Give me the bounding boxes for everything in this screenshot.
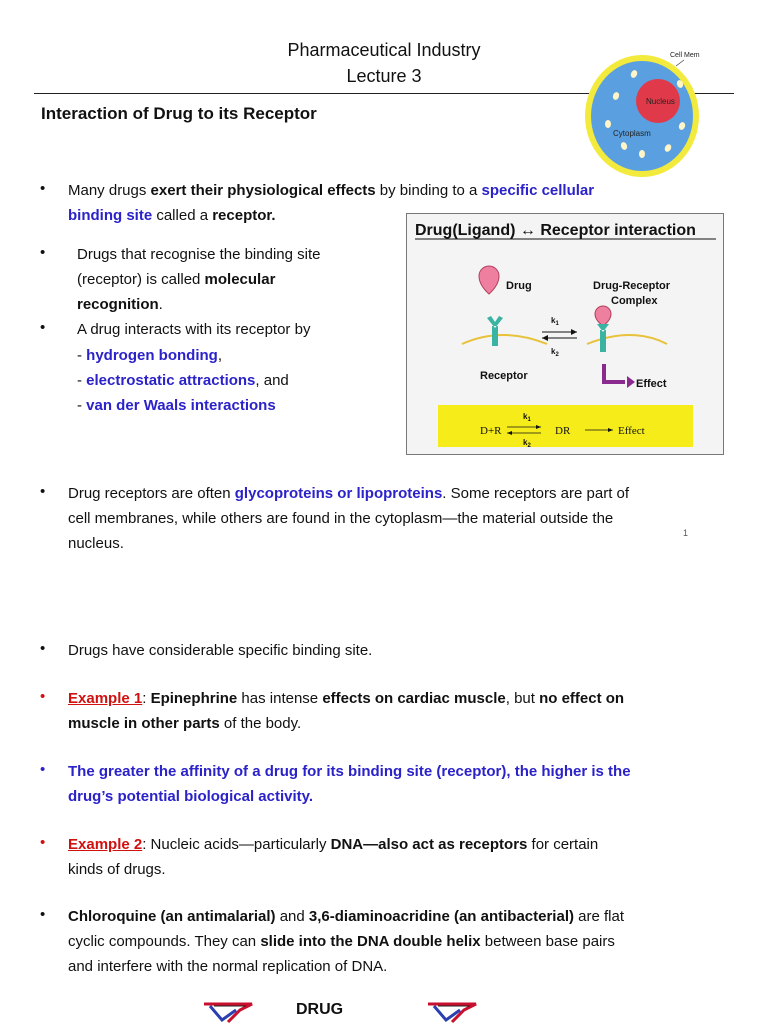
drug-shape-icon xyxy=(479,266,499,294)
k2-label: $k_2$ xyxy=(551,347,559,358)
text: - xyxy=(77,347,87,364)
page-subtitle: Lecture 3 xyxy=(346,66,422,86)
text: . Some receptors are part of xyxy=(442,485,630,502)
text-bold: molecular xyxy=(204,271,276,288)
cytoplasm-label: Cytoplasm xyxy=(613,129,651,138)
text-bold: recognition xyxy=(77,296,159,313)
nucleus-label: Nucleus xyxy=(646,97,675,106)
complex-label-2: Complex xyxy=(611,295,658,307)
text: and xyxy=(275,908,309,925)
text: : Nucleic acids—particularly xyxy=(142,836,331,853)
text: . xyxy=(158,296,163,313)
bullet-8-line-2: kinds of drugs. xyxy=(68,861,166,878)
text: cyclic compounds. They can xyxy=(68,933,261,950)
bullet-7-line-1: The greater the affinity of a drug for its binding site (receptor), the higher is the xyxy=(68,763,631,780)
text-blue: glycoproteins or lipoproteins xyxy=(234,485,443,502)
text: , xyxy=(217,347,222,364)
bullet-6-line-1 xyxy=(68,686,624,711)
bullet-3-line-3 xyxy=(77,368,289,393)
bullet-dot: • xyxy=(40,834,46,851)
text: are flat xyxy=(573,908,625,925)
text: by binding to a xyxy=(375,182,482,199)
equation-right: Effect xyxy=(618,425,645,437)
receptor-shape-icon xyxy=(487,316,503,346)
bullet-1-line-1 xyxy=(68,178,594,203)
text: : xyxy=(142,690,151,707)
bullet-9-line-3: and interfere with the normal replication of DNA. xyxy=(68,958,388,975)
example-label: Example 1 xyxy=(68,690,143,707)
bullet-dot: • xyxy=(40,640,46,657)
bullet-4-line-3: nucleus. xyxy=(68,535,124,552)
text-blue: van der Waals interactions xyxy=(86,397,276,414)
text: called a xyxy=(152,207,213,224)
text: Drug receptors are often xyxy=(68,485,235,502)
bullet-2-line-3 xyxy=(77,292,163,317)
bullet-8-line-1 xyxy=(68,832,598,857)
text-bold: Epinephrine xyxy=(150,690,238,707)
text-bold: Chloroquine (an antimalarial) xyxy=(68,908,276,925)
cell-diagram xyxy=(580,44,710,180)
dna-drug-icon-left xyxy=(200,996,260,1024)
bullet-9-line-1 xyxy=(68,904,624,929)
effect-label: Effect xyxy=(636,378,667,390)
figure-title: Drug(Ligand) ↔ Receptor interaction xyxy=(415,222,696,239)
bullet-dot: • xyxy=(40,319,46,336)
text: , and xyxy=(255,372,289,389)
equation-middle: DR xyxy=(555,425,571,437)
bullet-3-line-2 xyxy=(77,343,222,368)
k1-label: $k_1$ xyxy=(551,316,559,327)
bullet-dot: • xyxy=(40,688,46,705)
complex-label-1: Drug-Receptor xyxy=(593,280,671,292)
text-bold: slide into the DNA double helix xyxy=(260,933,481,950)
text: - xyxy=(77,372,87,389)
bullet-7-line-2: drug’s potential biological activity. xyxy=(68,788,314,805)
text-blue: hydrogen bonding xyxy=(86,347,218,364)
text: , but xyxy=(505,690,540,707)
equation-left: D+R xyxy=(480,425,502,437)
page-number: 1 xyxy=(683,528,689,538)
text-bold: muscle in other parts xyxy=(68,715,220,732)
text-bold: receptor. xyxy=(212,207,276,224)
bullet-5: Drugs have considerable specific binding site. xyxy=(68,642,373,659)
text-bold: exert their physiological effects xyxy=(150,182,376,199)
drug-receptor-figure xyxy=(406,213,724,455)
bullet-3-line-4 xyxy=(77,393,276,418)
text-blue: electrostatic attractions xyxy=(86,372,256,389)
text: (receptor) is called xyxy=(77,271,205,288)
text-blue: binding site xyxy=(68,207,153,224)
page-title: Pharmaceutical Industry xyxy=(287,40,481,60)
text: between base pairs xyxy=(480,933,615,950)
bound-drug-icon xyxy=(595,306,611,326)
svg-text:k2: $k_2$ xyxy=(523,438,531,449)
text: for certain xyxy=(527,836,599,853)
svg-text:k1: $k_1$ xyxy=(523,412,531,423)
text: has intense xyxy=(237,690,323,707)
bullet-2-line-2 xyxy=(77,267,275,292)
bullet-dot: • xyxy=(40,180,46,197)
cell-membrane-label: Cell Mem xyxy=(670,52,700,59)
receptor-label: Receptor xyxy=(480,370,528,382)
text-bold: effects on cardiac muscle xyxy=(322,690,506,707)
text-bold: DNA—also act as receptors xyxy=(330,836,528,853)
bullet-3-line-1: A drug interacts with its receptor by xyxy=(77,321,311,338)
bullet-dot: • xyxy=(40,244,46,261)
bullet-1-line-2 xyxy=(68,203,276,228)
drug-label-bottom: DRUG xyxy=(296,1001,344,1018)
bullet-4-line-2: cell membranes, while others are found in the cytoplasm—the material outside the xyxy=(68,510,614,527)
example-label: Example 2 xyxy=(68,836,143,853)
bullet-dot: • xyxy=(40,906,46,923)
bullet-dot: • xyxy=(40,483,46,500)
text: of the body. xyxy=(219,715,302,732)
bullet-9-line-2 xyxy=(68,929,615,954)
bullet-dot: • xyxy=(40,761,46,778)
bullet-2-line-1: Drugs that recognise the binding site xyxy=(77,246,321,263)
text-blue: specific cellular xyxy=(481,182,595,199)
bullet-4-line-1 xyxy=(68,481,629,506)
bullet-6-line-2 xyxy=(68,711,301,736)
text: - xyxy=(77,397,87,414)
text-bold: no effect on xyxy=(539,690,625,707)
drug-label: Drug xyxy=(506,280,532,292)
dna-drug-icon-right xyxy=(424,996,484,1024)
text-bold: 3,6-diaminoacridine (an antibacterial) xyxy=(308,908,574,925)
text: Many drugs xyxy=(68,182,151,199)
section-heading: Interaction of Drug to its Receptor xyxy=(41,104,317,123)
